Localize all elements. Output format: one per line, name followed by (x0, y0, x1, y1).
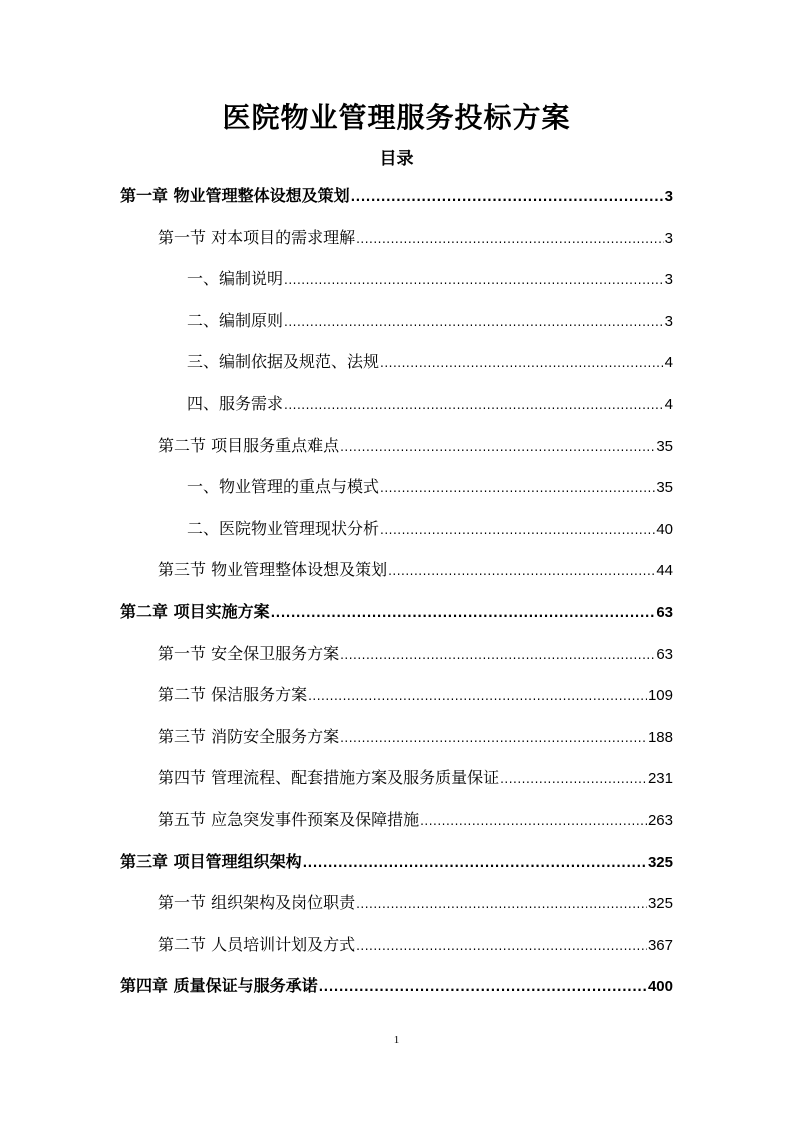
toc-entry-label: 第二章 项目实施方案 (120, 602, 270, 621)
toc-entry-page: 3 (664, 313, 673, 330)
toc-entry[interactable] (187, 347, 673, 377)
toc-entry-label: 第三节 物业管理整体设想及策划 (158, 560, 388, 579)
toc-entry[interactable] (158, 805, 673, 835)
toc-entry[interactable] (120, 597, 673, 627)
toc-dot-leader (284, 265, 664, 295)
toc-dot-leader (303, 848, 647, 878)
toc-entry-page: 35 (656, 438, 673, 455)
toc-dot-leader (319, 972, 647, 1002)
toc-entry-page: 367 (647, 937, 673, 954)
toc-dot-leader (340, 432, 655, 462)
toc-entry-page: 325 (647, 854, 673, 871)
toc-dot-leader (340, 723, 647, 753)
toc-entry-page: 231 (647, 770, 673, 787)
toc-entry-label: 三、编制依据及规范、法规 (187, 352, 380, 371)
toc-entry[interactable] (158, 888, 673, 918)
toc-entry[interactable] (158, 763, 673, 793)
toc-dot-leader (351, 182, 664, 212)
toc-entry[interactable] (158, 555, 673, 585)
toc-entry-label: 第二节 项目服务重点难点 (158, 436, 340, 455)
toc-dot-leader (340, 640, 655, 670)
toc-entry-page: 400 (647, 978, 673, 995)
toc-entry-page: 40 (656, 521, 673, 538)
toc-entry-label: 第二节 保洁服务方案 (158, 685, 308, 704)
toc-dot-leader (284, 307, 664, 337)
toc-entry-label: 第三节 消防安全服务方案 (158, 727, 340, 746)
toc-dot-leader (356, 931, 647, 961)
toc-entry-label: 二、医院物业管理现状分析 (187, 519, 380, 538)
toc-entry-page: 325 (647, 895, 673, 912)
toc-dot-leader (380, 515, 655, 545)
toc-entry-label: 一、编制说明 (187, 269, 284, 288)
toc-entry-page: 63 (656, 604, 673, 621)
toc-entry[interactable] (187, 389, 673, 419)
toc-entry[interactable] (187, 472, 673, 502)
toc-entry-page: 263 (647, 812, 673, 829)
toc-entry[interactable] (187, 264, 673, 294)
toc-dot-leader (420, 806, 647, 836)
toc-entry-page: 3 (664, 230, 673, 247)
toc-entry-label: 第三章 项目管理组织架构 (120, 852, 302, 871)
toc-entry[interactable] (120, 181, 673, 211)
toc-entry[interactable] (120, 847, 673, 877)
toc-entry-label: 第五节 应急突发事件预案及保障措施 (158, 810, 420, 829)
toc-entry-label: 第一节 对本项目的需求理解 (158, 228, 356, 247)
toc-entry-page: 188 (647, 729, 673, 746)
document-title: 医院物业管理服务投标方案 (222, 101, 571, 134)
toc-dot-leader (380, 473, 655, 503)
toc-entry[interactable] (158, 223, 673, 253)
toc-entry-label: 第四章 质量保证与服务承诺 (120, 976, 318, 995)
toc-entry[interactable] (158, 680, 673, 710)
toc-entry-page: 63 (656, 646, 673, 663)
toc-entry-label: 第一节 安全保卫服务方案 (158, 644, 340, 663)
toc-entry-page: 4 (664, 396, 673, 413)
toc-entry-page: 109 (647, 687, 673, 704)
toc-dot-leader (500, 764, 647, 794)
toc-entry-label: 第二节 人员培训计划及方式 (158, 935, 356, 954)
toc-dot-leader (271, 598, 656, 628)
toc-dot-leader (380, 348, 664, 378)
toc-entry[interactable] (158, 722, 673, 752)
toc-entry-page: 3 (664, 271, 673, 288)
toc-entry-page: 44 (656, 562, 673, 579)
toc-dot-leader (284, 390, 664, 420)
toc-entry-label: 二、编制原则 (187, 311, 284, 330)
toc-dot-leader (388, 556, 655, 586)
toc-dot-leader (356, 224, 664, 254)
toc-entry[interactable] (158, 930, 673, 960)
page-number: 1 (393, 1034, 400, 1046)
toc-entry-label: 四、服务需求 (187, 394, 284, 413)
toc-dot-leader (308, 681, 647, 711)
toc-entry-label: 第四节 管理流程、配套措施方案及服务质量保证 (158, 768, 500, 787)
toc-dot-leader (356, 889, 647, 919)
toc-entry-page: 3 (664, 188, 673, 205)
toc-entry[interactable] (158, 639, 673, 669)
toc-entry[interactable] (187, 514, 673, 544)
toc-entry[interactable] (120, 971, 673, 1001)
toc-entry-page: 35 (656, 479, 673, 496)
toc-heading: 目录 (379, 149, 414, 169)
toc-entry[interactable] (158, 431, 673, 461)
toc-entry-label: 第一节 组织架构及岗位职责 (158, 893, 356, 912)
toc-entry-label: 一、物业管理的重点与模式 (187, 477, 380, 496)
toc-entry-page: 4 (664, 354, 673, 371)
toc-entry[interactable] (187, 306, 673, 336)
toc-entry-label: 第一章 物业管理整体设想及策划 (120, 186, 350, 205)
